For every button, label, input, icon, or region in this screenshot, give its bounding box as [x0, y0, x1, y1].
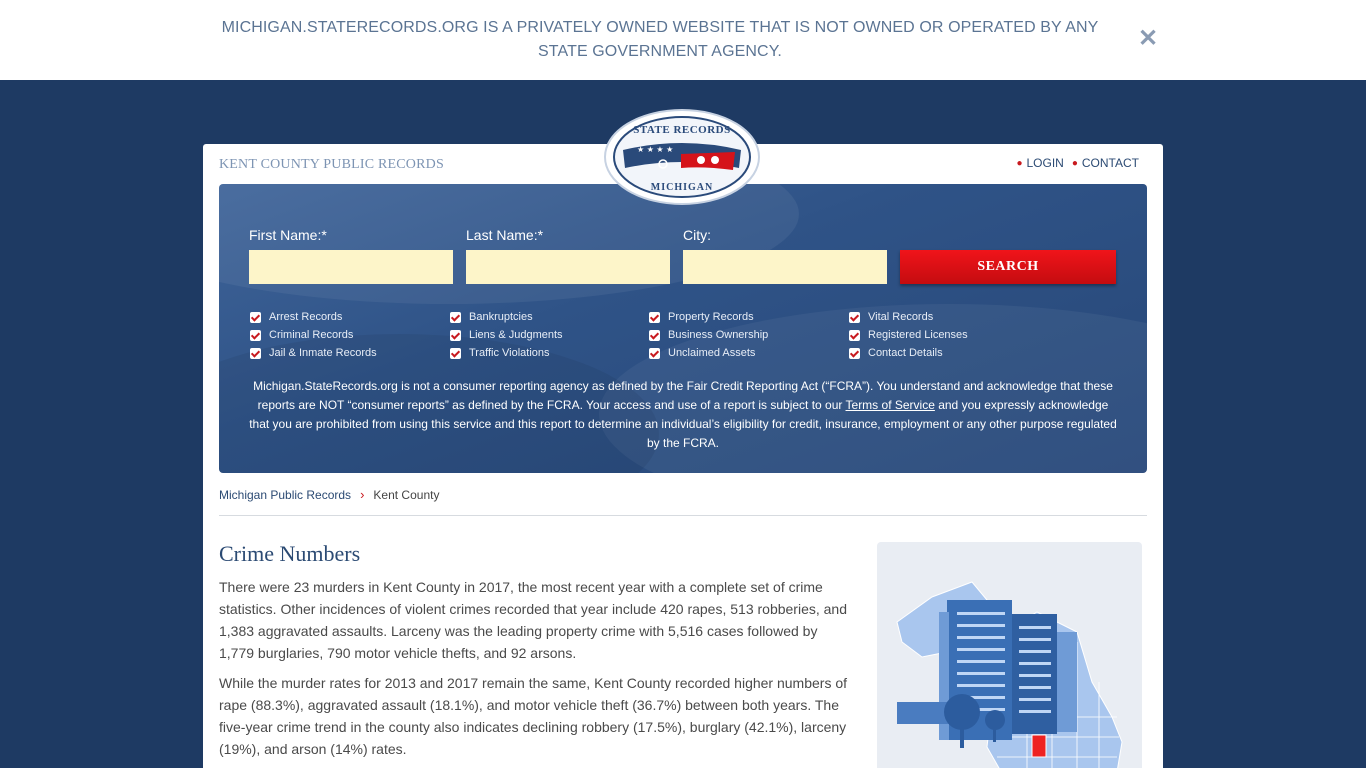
checkbox-label: Traffic Violations — [469, 347, 550, 359]
login-link[interactable] — [1016, 156, 1063, 170]
breadcrumb-michigan-link[interactable]: Michigan Public Records — [219, 487, 352, 502]
checkbox-liens-judgments[interactable] — [450, 328, 563, 342]
privacy-notice-banner — [0, 0, 1366, 80]
notice-text: MICHIGAN.STATERECORDS.ORG IS A PRIVATELY OWNED WEBSITE THAT IS NOT OWNED OR OPERATED BY ANY STATE GOVERNMENT AGENCY. — [221, 19, 1099, 60]
logo-text-top: STATE RECORDS — [633, 124, 731, 136]
checkbox-traffic-violations[interactable] — [450, 346, 550, 360]
login-label: LOGIN — [1026, 156, 1064, 170]
svg-text:★ ★ ★ ★: ★ ★ ★ ★ — [637, 145, 674, 154]
checkbox-property-records[interactable] — [649, 310, 754, 324]
checkbox-label: Property Records — [668, 311, 754, 323]
breadcrumb — [219, 487, 439, 502]
site-title: KENT COUNTY PUBLIC RECORDS — [219, 157, 444, 172]
checkbox-registered-licenses[interactable] — [849, 328, 968, 342]
checkbox-checked-icon — [250, 312, 261, 323]
search-button[interactable]: SEARCH — [900, 250, 1116, 284]
bullet-icon: ● — [1071, 157, 1078, 169]
close-icon[interactable]: ✕ — [1137, 25, 1159, 52]
checkbox-label: Vital Records — [868, 311, 934, 323]
checkbox-arrest-records[interactable] — [250, 310, 342, 324]
checkbox-bankruptcies[interactable] — [450, 310, 533, 324]
county-illustration — [877, 542, 1142, 768]
top-nav — [1016, 156, 1139, 170]
checkbox-label: Arrest Records — [269, 311, 343, 323]
checkbox-checked-icon — [450, 330, 461, 341]
checkbox-label: Unclaimed Assets — [668, 347, 756, 359]
main-card — [203, 144, 1163, 768]
checkbox-label: Contact Details — [868, 347, 943, 359]
checkbox-label: Business Ownership — [668, 329, 769, 341]
checkbox-unclaimed-assets[interactable] — [649, 346, 755, 360]
checkbox-checked-icon — [450, 312, 461, 323]
checkbox-label: Criminal Records — [269, 329, 354, 341]
checkbox-vital-records[interactable] — [849, 310, 933, 324]
checkbox-checked-icon — [649, 330, 660, 341]
disclaimer-text: and you expressly acknowledge that you are prohibited from using this service and this report to determine an individual’s eligibility for credit, insurance, employment or any other purpose regulated by the FCRA. — [249, 398, 1117, 450]
breadcrumb-current: Kent County — [373, 487, 440, 502]
section-heading: Crime Numbers — [219, 541, 361, 566]
disclaimer-text: Michigan.StateRecords.org is not a consumer reporting agency as defined by the Fair Credit Reporting Act (“FCRA”). You understand and acknowledge that these reports are NOT “consumer reports” as defined by the FCRA. Your access and use of a report is subject to our — [253, 379, 1113, 412]
checkbox-checked-icon — [450, 348, 461, 359]
contact-link[interactable] — [1072, 156, 1139, 170]
checkbox-checked-icon — [649, 348, 660, 359]
contact-label: CONTACT — [1081, 156, 1139, 170]
checkbox-label: Bankruptcies — [469, 311, 533, 323]
michigan-map-buildings-image — [877, 542, 1142, 768]
city-label: City: — [683, 227, 711, 243]
checkbox-contact-details[interactable] — [849, 346, 943, 360]
fcra-disclaimer — [247, 377, 1119, 453]
terms-of-service-link[interactable]: Terms of Service — [845, 398, 935, 412]
checkbox-label: Registered Licenses — [868, 329, 968, 341]
checkbox-checked-icon — [849, 348, 860, 359]
logo-text-bottom: MICHIGAN — [650, 182, 714, 193]
checkbox-checked-icon — [649, 312, 660, 323]
checkbox-checked-icon — [849, 312, 860, 323]
first-name-label: First Name:* — [249, 227, 327, 243]
checkbox-checked-icon — [849, 330, 860, 341]
paragraph: While the murder rates for 2013 and 2017 remain the same, Kent County recorded higher numbers of rape (88.3%), aggravated assault (18.1%), and motor vehicle theft (36.7%) between both years. The five-year crime trend in the county also indicates declining robbery (17.5%), burglary (42.1%), larceny (19%), and arson (14%) rates. — [219, 675, 848, 757]
search-panel — [219, 184, 1147, 473]
checkbox-label: Liens & Judgments — [469, 329, 563, 341]
chevron-right-icon: › — [360, 487, 365, 502]
bullet-icon: ● — [1016, 157, 1023, 169]
last-name-input[interactable] — [466, 250, 670, 284]
checkbox-label: Jail & Inmate Records — [269, 347, 377, 359]
divider — [219, 515, 1147, 516]
last-name-label: Last Name:* — [466, 227, 544, 243]
paragraph: There were 23 murders in Kent County in 2017, the most recent year with a complete set of crime statistics. Other incidences of violent crimes recorded that year include 420 rapes, 513 robberies, and 1,383 aggravated assaults. Larceny was the leading property crime with 5,516 cases followed by 1,779 burglaries, 790 motor vehicle thefts, and 92 arsons. — [219, 579, 847, 661]
checkbox-criminal-records[interactable] — [250, 328, 353, 342]
state-records-logo[interactable] — [603, 108, 761, 206]
city-input[interactable] — [683, 250, 887, 284]
checkbox-jail-inmate-records[interactable] — [250, 346, 377, 360]
first-name-input[interactable] — [249, 250, 453, 284]
checkbox-business-ownership[interactable] — [649, 328, 768, 342]
checkbox-checked-icon — [250, 330, 261, 341]
checkbox-checked-icon — [250, 348, 261, 359]
